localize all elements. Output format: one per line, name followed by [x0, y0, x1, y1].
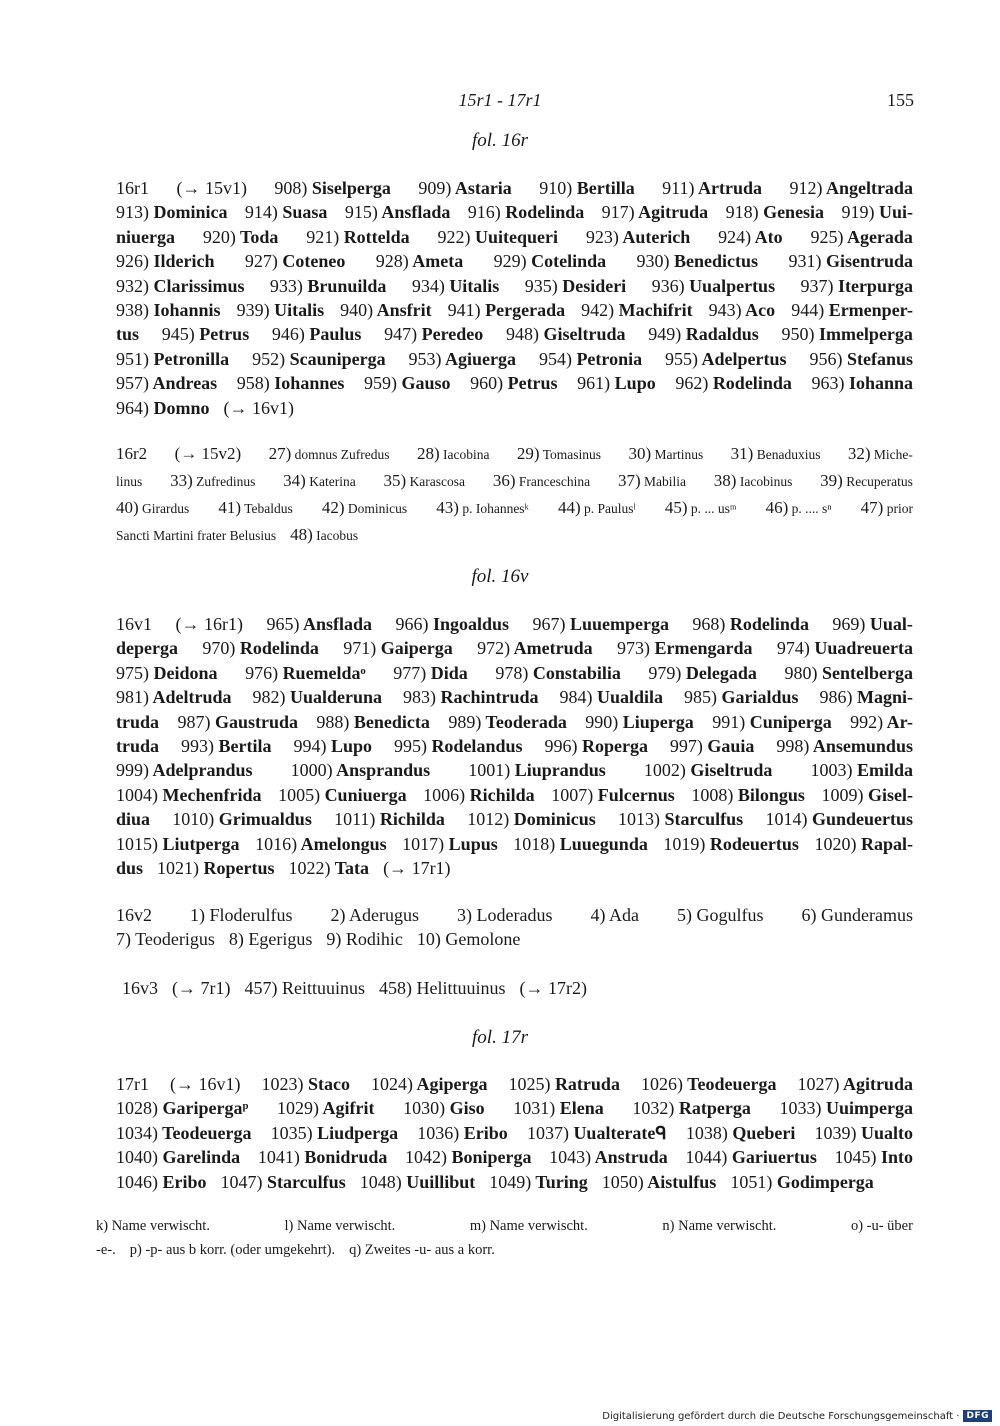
entry: 32) Miche-	[847, 444, 913, 463]
section-16v2	[116, 903, 913, 952]
entry: 48) Iacobus	[290, 525, 359, 544]
entry: 925) Agerada	[810, 226, 913, 247]
entry: 973) Ermengarda	[616, 638, 753, 659]
running-head	[0, 90, 1000, 114]
text-line	[116, 176, 913, 200]
entry: 961) Lupo	[577, 373, 656, 394]
entry: 992) Ar-	[850, 711, 913, 732]
entry: 1041) Bonidruda	[257, 1147, 388, 1168]
entry: tus	[116, 324, 140, 345]
entry: 915) Ansflada	[344, 202, 451, 223]
entry: 959) Gauso	[363, 373, 451, 394]
entry: 982) Uualderuna	[252, 687, 383, 708]
entry: 965) Ansflada	[266, 614, 372, 634]
footnote-line	[96, 1238, 913, 1262]
entry: 918) Genesia	[725, 202, 825, 223]
text-line	[116, 1145, 913, 1169]
text-line	[116, 661, 913, 685]
entry: 967) Luuemperga	[532, 614, 669, 634]
entry: 1027) Agitruda	[797, 1074, 913, 1094]
entry: 929) Cotelinda	[493, 251, 607, 272]
text-line	[116, 521, 913, 548]
entry: 458) Helittuuinus	[379, 978, 506, 998]
entry: 964) Domno	[116, 397, 210, 418]
entry: 1012) Dominicus	[467, 809, 596, 830]
entry: 1000) Ansprandus	[290, 760, 431, 781]
entry: 930) Benedictus	[636, 251, 759, 272]
section-16v3	[122, 976, 919, 1000]
entry: 978) Constabilia	[495, 662, 621, 683]
text-line	[116, 225, 913, 249]
entry: 1010) Grimualdus	[172, 809, 312, 830]
entry: 1043) Anstruda	[549, 1147, 668, 1168]
entry: 36) Franceschina	[492, 471, 591, 490]
text-line	[116, 856, 913, 880]
entry: 933) Brunuilda	[269, 275, 387, 296]
entry: 936) Uualpertus	[651, 275, 776, 296]
entry: 1021) Ropertus	[157, 857, 275, 878]
entry: 29) Tomasinus	[516, 444, 602, 463]
entry: 1049) Turing	[489, 1171, 588, 1192]
entry: 909) Astaria	[418, 178, 512, 198]
entry: (→ 16v1)	[169, 1074, 241, 1094]
entry: 41) Tebaldus	[218, 498, 293, 517]
entry: 985) Garialdus	[683, 687, 799, 708]
text-line	[116, 396, 913, 420]
entry: 921) Rottelda	[306, 226, 410, 247]
entry: 914) Suasa	[244, 202, 328, 223]
entry: niuerga	[116, 226, 176, 247]
entry: 1025) Ratruda	[508, 1074, 620, 1094]
entry: 1051) Godimperga	[730, 1171, 874, 1192]
text-line	[116, 440, 913, 467]
digitization-credit	[602, 1410, 992, 1422]
entry: 931) Gisentruda	[788, 251, 913, 272]
entry: 912) Angeltrada	[789, 178, 913, 198]
entry: 941) Pergerada	[447, 299, 566, 320]
entry: 968) Rodelinda	[692, 614, 809, 634]
entry: 34) Katerina	[283, 471, 356, 490]
footnote-line	[96, 1214, 913, 1238]
entry: 1050) Aistulfus	[601, 1171, 717, 1192]
entry: (→ 17r2)	[519, 978, 588, 998]
entry: 917) Agitruda	[601, 202, 709, 223]
running-title: 15r1 - 17r1	[458, 90, 542, 110]
entry: 1022) Tata	[288, 857, 370, 878]
entry: 27) domnus Zufredus	[268, 444, 390, 463]
entry: 986) Magni-	[819, 687, 913, 708]
entry: 942) Machifrit	[581, 299, 693, 320]
entry: 957) Andreas	[116, 373, 218, 394]
entry: 4) Ada	[590, 905, 639, 925]
entry: 955) Adelpertus	[665, 348, 787, 369]
entry: 1047) Starculfus	[220, 1171, 346, 1192]
entry: 980) Sentelberga	[784, 662, 913, 683]
entry: 1013) Starculfus	[617, 809, 744, 830]
entry: 7) Teoderigus	[116, 929, 215, 950]
entry: Sancti Martini frater Belusius	[116, 528, 277, 543]
entry: 938) Iohannis	[116, 299, 221, 320]
footnotes	[96, 1214, 913, 1262]
entry: 1038) Queberi	[685, 1122, 796, 1143]
entry: 1037) Uualterateᑫ	[526, 1122, 667, 1143]
footnote: p) -p- aus b korr. (oder umgekehrt).	[129, 1242, 336, 1258]
entry: 1029) Agifrit	[276, 1098, 375, 1119]
entry: 995) Rodelandus	[393, 735, 523, 756]
entry: 962) Rodelinda	[675, 373, 792, 394]
entry: 8) Egerigus	[228, 929, 313, 950]
entry: 963) Iohanna	[811, 373, 913, 394]
entry: 910) Bertilla	[539, 178, 635, 198]
entry: 1006) Richilda	[423, 784, 535, 805]
entry: 1001) Liuprandus	[468, 760, 606, 781]
entry: 953) Agiuerga	[408, 348, 517, 369]
text-line	[116, 322, 913, 346]
footnote: o) -u- über	[850, 1218, 913, 1234]
entry: 1031) Elena	[513, 1098, 604, 1119]
entry: 1019) Rodeuertus	[663, 833, 799, 854]
entry: 977) Dida	[393, 662, 468, 683]
entry: 1014) Gundeuertus	[765, 809, 913, 830]
entry: 28) Iacobina	[416, 444, 490, 463]
entry: 937) Iterpurga	[800, 275, 913, 296]
entry: truda	[116, 711, 160, 732]
entry: 42) Dominicus	[321, 498, 408, 517]
entry: 43) p. Iohannesᵏ	[436, 498, 529, 517]
entry: 928) Ameta	[375, 251, 464, 272]
text-line	[116, 274, 913, 298]
entry: 457) Reittuuinus	[244, 978, 366, 998]
entry: 988) Benedicta	[316, 711, 430, 732]
entry: 1020) Rapal-	[814, 833, 913, 854]
entry: 997) Gauia	[669, 735, 755, 756]
entry: 987) Gaustruda	[177, 711, 298, 732]
text-line	[116, 710, 913, 734]
text-line	[116, 807, 913, 831]
text-line	[116, 783, 913, 807]
entry: 1) Floderulfus	[190, 905, 293, 925]
footnote: l) Name verwischt.	[284, 1218, 396, 1234]
entry: 1040) Garelinda	[116, 1147, 241, 1168]
entry: 976) Ruemeldaᵒ	[245, 662, 366, 683]
entry: 935) Desideri	[524, 275, 627, 296]
folio-heading-16v: fol. 16v	[471, 566, 529, 587]
entry: 1048) Uuillibut	[359, 1171, 476, 1192]
entry: (→ 15v1)	[176, 178, 247, 198]
entry: 35) Karascosa	[383, 471, 466, 490]
entry: 17r1	[116, 1074, 149, 1094]
section-16r2	[116, 440, 913, 548]
text-line	[116, 347, 913, 371]
entry: 1039) Uualto	[814, 1122, 913, 1143]
entry: 10) Gemolone	[416, 929, 521, 950]
text-line	[116, 1170, 913, 1194]
entry: 945) Petrus	[161, 324, 250, 345]
entry: 996) Roperga	[544, 735, 648, 756]
entry: 974) Uuadreuerta	[776, 638, 913, 659]
entry: (→ 7r1)	[172, 978, 231, 998]
entry: 991) Cuniperga	[712, 711, 832, 732]
entry: 939) Uitalis	[236, 299, 325, 320]
footnote: -e-.	[96, 1242, 116, 1258]
entry: 954) Petronia	[538, 348, 643, 369]
text-line	[116, 298, 913, 322]
text-line	[116, 758, 913, 782]
entry: 908) Siselperga	[274, 178, 391, 198]
entry: 926) Ilderich	[116, 251, 215, 272]
entry: truda	[116, 735, 160, 756]
entry: 975) Deidona	[116, 662, 218, 683]
entry: 30) Martinus	[628, 444, 704, 463]
entry: 960) Petrus	[470, 373, 558, 394]
entry: diua	[116, 809, 151, 830]
text-line	[116, 1096, 913, 1120]
entry: 1045) Into	[834, 1147, 913, 1168]
entry: 1024) Agiperga	[370, 1074, 488, 1094]
entry: 981) Adeltruda	[116, 687, 232, 708]
text-line	[116, 734, 913, 758]
entry: 966) Ingoaldus	[395, 614, 509, 634]
text-line	[116, 612, 913, 636]
entry: 983) Rachintruda	[402, 687, 539, 708]
text-line	[122, 976, 919, 1000]
text-line	[116, 927, 913, 951]
entry: (→ 16r1)	[175, 614, 243, 634]
entry: 1046) Eribo	[116, 1171, 207, 1192]
entry: 47) prior	[860, 498, 913, 517]
text-line	[116, 494, 913, 521]
entry: 1033) Uuimperga	[779, 1098, 913, 1119]
entry: 998) Ansemundus	[776, 735, 913, 756]
entry: 1009) Gisel-	[821, 784, 913, 805]
page-number: 155	[887, 90, 914, 110]
entry: 16v2	[116, 905, 152, 925]
entry: 40) Girardus	[116, 498, 190, 517]
entry: 16v3	[122, 978, 158, 998]
entry: 6) Gunderamus	[801, 905, 913, 925]
text-line	[116, 467, 913, 494]
entry: 2) Aderugus	[330, 905, 419, 925]
entry: 1018) Luuegunda	[513, 833, 648, 854]
dfg-logo: DFG	[963, 1410, 992, 1422]
entry: 45) p. ... usᵐ	[664, 498, 737, 517]
text-line	[116, 636, 913, 660]
entry: 37) Mabilia	[617, 471, 686, 490]
entry: 944) Ermenper-	[791, 299, 913, 320]
section-16r1	[116, 176, 913, 420]
entry: 1036) Eribo	[417, 1122, 508, 1143]
entry: 969) Uual-	[832, 614, 913, 634]
entry: 1030) Giso	[403, 1098, 485, 1119]
entry: 1023) Staco	[261, 1074, 350, 1094]
entry: 951) Petronilla	[116, 348, 230, 369]
entry: (→ 16v1)	[223, 397, 295, 418]
text-line	[116, 249, 913, 273]
entry: 1011) Richilda	[334, 809, 445, 830]
entry: 1004) Mechenfrida	[116, 784, 262, 805]
entry: 916) Rodelinda	[467, 202, 585, 223]
entry: 3) Loderadus	[457, 905, 553, 925]
entry: 950) Immelperga	[781, 324, 913, 345]
entry: 919) Uui-	[841, 202, 913, 223]
entry: 1026) Teodeuerga	[640, 1074, 777, 1094]
entry: 979) Delegada	[648, 662, 757, 683]
entry: dus	[116, 857, 144, 878]
entry: 1002) Giseltruda	[643, 760, 773, 781]
entry: 958) Iohannes	[236, 373, 345, 394]
entry: 1034) Teodeuerga	[116, 1122, 252, 1143]
entry: 952) Scauniperga	[252, 348, 386, 369]
entry: 946) Paulus	[271, 324, 362, 345]
entry: 1005) Cuniuerga	[278, 784, 407, 805]
text-line	[116, 832, 913, 856]
entry: 1003) Emilda	[810, 760, 913, 781]
entry: deperga	[116, 638, 178, 659]
entry: 948) Giseltruda	[505, 324, 626, 345]
entry: 924) Ato	[718, 226, 783, 247]
footnote: k) Name verwischt.	[96, 1218, 210, 1234]
entry: 911) Artruda	[662, 178, 762, 198]
entry: 5) Gogulfus	[676, 905, 764, 925]
entry: 1008) Bilongus	[691, 784, 805, 805]
entry: (→ 17r1)	[383, 857, 451, 878]
entry: 994) Lupo	[293, 735, 372, 756]
entry: 927) Coteneo	[244, 251, 346, 272]
entry: 972) Ametruda	[477, 638, 593, 659]
entry: (→ 15v2)	[174, 444, 242, 463]
footnote: q) Zweites -u- aus a korr.	[349, 1242, 495, 1258]
entry: 943) Aco	[708, 299, 776, 320]
text-line	[116, 1072, 913, 1096]
text-line	[116, 685, 913, 709]
entry: 1016) Amelongus	[255, 833, 387, 854]
text-line	[116, 200, 913, 224]
entry: 16r2	[116, 444, 148, 463]
section-16v1	[116, 612, 913, 880]
entry: linus	[116, 474, 143, 489]
entry: 44) p. Paulusˡ	[557, 498, 636, 517]
entry: 971) Gaiperga	[343, 638, 453, 659]
entry: 940) Ansfrit	[340, 299, 432, 320]
entry: 38) Iacobinus	[713, 471, 793, 490]
folio-heading-17r: fol. 17r	[472, 1027, 528, 1048]
entry: 984) Uualdila	[559, 687, 663, 708]
text-line	[116, 371, 913, 395]
entry: 999) Adelprandus	[116, 760, 253, 781]
entry: 31) Benaduxius	[730, 444, 821, 463]
folio-heading-16r: fol. 16r	[472, 130, 528, 151]
entry: 1044) Gariuertus	[685, 1147, 817, 1168]
entry: 9) Rodihic	[326, 929, 403, 950]
entry: 913) Dominica	[116, 202, 228, 223]
footnote: n) Name verwischt.	[662, 1218, 777, 1234]
entry: 39) Recuperatus	[820, 471, 913, 490]
footnote: m) Name verwischt.	[469, 1218, 588, 1234]
entry: 990) Liuperga	[585, 711, 694, 732]
section-17r1	[116, 1072, 913, 1194]
entry: 1042) Boniperga	[405, 1147, 532, 1168]
entry: 16r1	[116, 178, 149, 198]
credit-text: Digitalisierung gefördert durch die Deutsche Forschungsgemeinschaft ·	[602, 1410, 960, 1422]
entry: 16v1	[116, 614, 152, 634]
entry: 33) Zufredinus	[170, 471, 256, 490]
entry: 1032) Ratperga	[632, 1098, 751, 1119]
entry: 989) Teoderada	[448, 711, 567, 732]
entry: 922) Uuitequeri	[437, 226, 558, 247]
entry: 920) Toda	[202, 226, 279, 247]
entry: 1007) Fulcernus	[551, 784, 675, 805]
entry: 923) Auterich	[585, 226, 691, 247]
entry: 993) Bertila	[180, 735, 272, 756]
entry: 1028) Garipergaᵖ	[116, 1098, 249, 1119]
entry: 1035) Liudperga	[270, 1122, 399, 1143]
entry: 932) Clarissimus	[116, 275, 245, 296]
entry: 949) Radaldus	[648, 324, 759, 345]
entry: 1017) Lupus	[402, 833, 498, 854]
entry: 934) Uitalis	[411, 275, 500, 296]
text-line	[116, 903, 913, 927]
entry: 46) p. .... sⁿ	[765, 498, 832, 517]
entry: 956) Stefanus	[809, 348, 913, 369]
entry: 947) Peredeo	[384, 324, 484, 345]
entry: 970) Rodelinda	[202, 638, 319, 659]
entry: 1015) Liutperga	[116, 833, 240, 854]
text-line	[116, 1121, 913, 1145]
